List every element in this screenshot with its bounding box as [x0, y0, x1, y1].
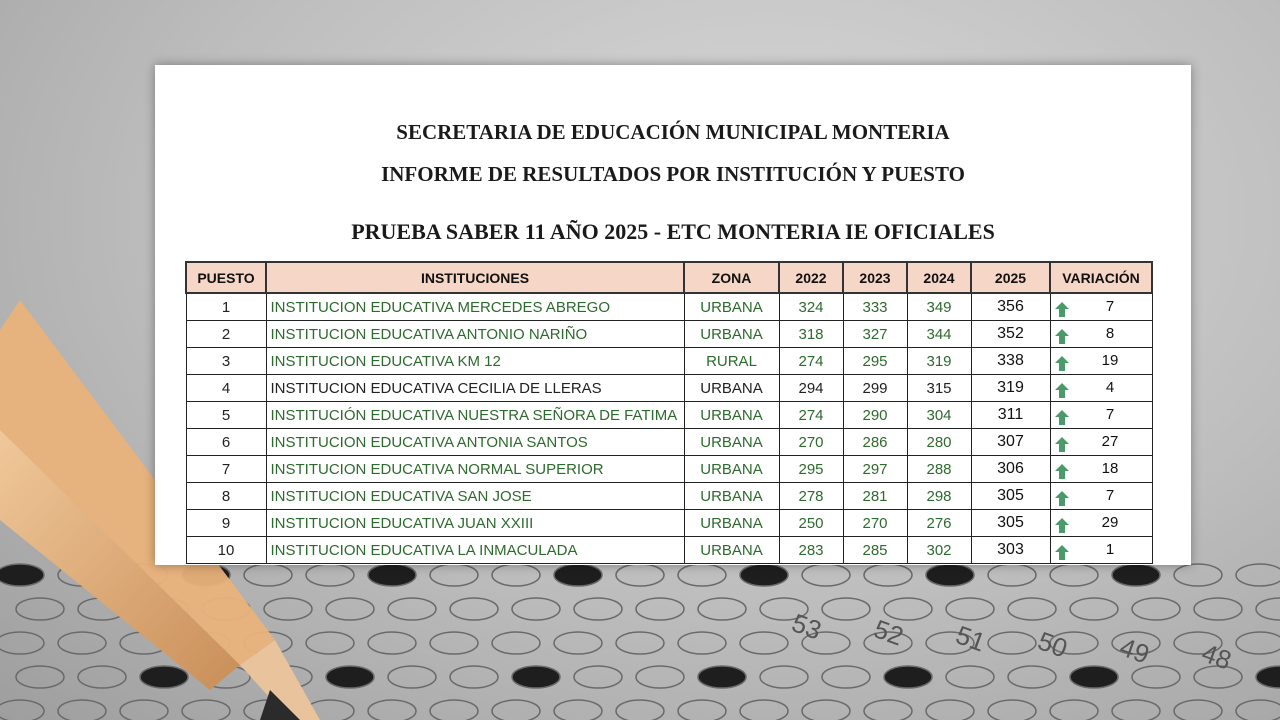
- zone-cell: URBANA: [684, 321, 779, 348]
- score-2022-cell: 324: [779, 293, 843, 321]
- score-2025-cell: 352: [971, 321, 1050, 348]
- up-arrow-icon: [1055, 545, 1069, 560]
- score-2025-cell: 306: [971, 456, 1050, 483]
- up-arrow-icon: [1055, 302, 1069, 317]
- puesto-cell: 10: [186, 537, 266, 564]
- table-row: [186, 348, 1152, 375]
- variation-value: 4: [1105, 378, 1115, 396]
- variation-value: 18: [1101, 459, 1119, 477]
- table-row: [186, 483, 1152, 510]
- score-2024-cell: 288: [907, 456, 971, 483]
- zone-cell: URBANA: [684, 483, 779, 510]
- score-2023-cell: 286: [843, 429, 907, 456]
- score-2023-cell: 270: [843, 510, 907, 537]
- score-2024-cell: 315: [907, 375, 971, 402]
- results-document: [155, 65, 1191, 565]
- variation-cell: [1050, 321, 1152, 348]
- puesto-cell: 2: [186, 321, 266, 348]
- document-title-secretaria: SECRETARIA DE EDUCACIÓN MUNICIPAL MONTERIA: [396, 120, 950, 144]
- institution-cell: INSTITUCION EDUCATIVA SAN JOSE: [266, 483, 684, 510]
- score-2025-cell: 305: [971, 510, 1050, 537]
- bubble-number: 52: [869, 613, 908, 652]
- score-2022-cell: 250: [779, 510, 843, 537]
- document-title-prueba: PRUEBA SABER 11 AÑO 2025 - ETC MONTERIA IE OFICIALES: [351, 219, 995, 244]
- table-row: [186, 402, 1152, 429]
- score-2022-cell: 283: [779, 537, 843, 564]
- column-header: VARIACIÓN: [1050, 262, 1152, 293]
- score-2025-cell: 305: [971, 483, 1050, 510]
- variation-value: 8: [1105, 324, 1115, 342]
- up-arrow-icon: [1055, 383, 1069, 398]
- institution-cell: INSTITUCION EDUCATIVA ANTONIA SANTOS: [266, 429, 684, 456]
- institution-cell: INSTITUCIÓN EDUCATIVA NUESTRA SEÑORA DE FATIMA: [266, 402, 684, 429]
- table-row: [186, 321, 1152, 348]
- bubble-number: 48: [1197, 637, 1236, 676]
- score-2022-cell: 295: [779, 456, 843, 483]
- variation-value: 7: [1105, 297, 1115, 315]
- table-row: [186, 429, 1152, 456]
- puesto-cell: 6: [186, 429, 266, 456]
- puesto-cell: 8: [186, 483, 266, 510]
- score-2022-cell: 318: [779, 321, 843, 348]
- score-2025-cell: 338: [971, 348, 1050, 375]
- column-header: PUESTO: [186, 262, 266, 293]
- score-2025-cell: 311: [971, 402, 1050, 429]
- variation-cell: [1050, 348, 1152, 375]
- puesto-cell: 3: [186, 348, 266, 375]
- score-2024-cell: 344: [907, 321, 971, 348]
- up-arrow-icon: [1055, 518, 1069, 533]
- zone-cell: URBANA: [684, 293, 779, 321]
- table-header-row: [186, 262, 1152, 293]
- score-2023-cell: 299: [843, 375, 907, 402]
- institution-cell: INSTITUCION EDUCATIVA JUAN XXIII: [266, 510, 684, 537]
- score-2025-cell: 319: [971, 375, 1050, 402]
- score-2023-cell: 281: [843, 483, 907, 510]
- institution-cell: INSTITUCION EDUCATIVA KM 12: [266, 348, 684, 375]
- zone-cell: URBANA: [684, 402, 779, 429]
- variation-cell: [1050, 483, 1152, 510]
- table-row: [186, 537, 1152, 564]
- up-arrow-icon: [1055, 329, 1069, 344]
- variation-cell: [1050, 375, 1152, 402]
- variation-cell: [1050, 402, 1152, 429]
- score-2022-cell: 278: [779, 483, 843, 510]
- variation-cell: [1050, 537, 1152, 564]
- up-arrow-icon: [1055, 464, 1069, 479]
- puesto-cell: 9: [186, 510, 266, 537]
- zone-cell: RURAL: [684, 348, 779, 375]
- score-2023-cell: 297: [843, 456, 907, 483]
- zone-cell: URBANA: [684, 429, 779, 456]
- score-2023-cell: 290: [843, 402, 907, 429]
- bubble-number: 51: [951, 619, 990, 658]
- results-table: [185, 261, 1153, 564]
- table-row: [186, 510, 1152, 537]
- score-2022-cell: 274: [779, 402, 843, 429]
- table-row: [186, 456, 1152, 483]
- score-2022-cell: 294: [779, 375, 843, 402]
- variation-value: 19: [1101, 351, 1119, 369]
- zone-cell: URBANA: [684, 375, 779, 402]
- column-header: ZONA: [684, 262, 779, 293]
- institution-cell: INSTITUCION EDUCATIVA MERCEDES ABREGO: [266, 293, 684, 321]
- variation-cell: [1050, 510, 1152, 537]
- up-arrow-icon: [1055, 437, 1069, 452]
- institution-cell: INSTITUCION EDUCATIVA LA INMACULADA: [266, 537, 684, 564]
- table-row: [186, 375, 1152, 402]
- variation-value: 27: [1101, 432, 1119, 450]
- variation-value: 29: [1101, 513, 1119, 531]
- puesto-cell: 1: [186, 293, 266, 321]
- bubble-number: 49: [1115, 631, 1154, 670]
- variation-cell: [1050, 293, 1152, 321]
- variation-cell: [1050, 429, 1152, 456]
- variation-cell: [1050, 456, 1152, 483]
- variation-value: 7: [1105, 405, 1115, 423]
- score-2023-cell: 333: [843, 293, 907, 321]
- column-header: 2022: [779, 262, 843, 293]
- zone-cell: URBANA: [684, 456, 779, 483]
- up-arrow-icon: [1055, 491, 1069, 506]
- score-2024-cell: 298: [907, 483, 971, 510]
- score-2024-cell: 319: [907, 348, 971, 375]
- score-2024-cell: 280: [907, 429, 971, 456]
- puesto-cell: 5: [186, 402, 266, 429]
- column-header: 2023: [843, 262, 907, 293]
- score-2025-cell: 307: [971, 429, 1050, 456]
- table-row: [186, 293, 1152, 321]
- score-2022-cell: 270: [779, 429, 843, 456]
- variation-value: 7: [1105, 486, 1115, 504]
- score-2023-cell: 285: [843, 537, 907, 564]
- document-title-informe: INFORME DE RESULTADOS POR INSTITUCIÓN Y PUESTO: [381, 162, 965, 186]
- zone-cell: URBANA: [684, 537, 779, 564]
- institution-cell: INSTITUCION EDUCATIVA NORMAL SUPERIOR: [266, 456, 684, 483]
- score-2024-cell: 276: [907, 510, 971, 537]
- score-2024-cell: 302: [907, 537, 971, 564]
- puesto-cell: 4: [186, 375, 266, 402]
- score-2025-cell: 303: [971, 537, 1050, 564]
- column-header: 2025: [971, 262, 1050, 293]
- up-arrow-icon: [1055, 356, 1069, 371]
- score-2025-cell: 356: [971, 293, 1050, 321]
- bubble-number: 50: [1033, 625, 1072, 664]
- institution-cell: INSTITUCION EDUCATIVA CECILIA DE LLERAS: [266, 375, 684, 402]
- zone-cell: URBANA: [684, 510, 779, 537]
- institution-cell: INSTITUCION EDUCATIVA ANTONIO NARIÑO: [266, 321, 684, 348]
- score-2024-cell: 304: [907, 402, 971, 429]
- column-header: 2024: [907, 262, 971, 293]
- puesto-cell: 7: [186, 456, 266, 483]
- up-arrow-icon: [1055, 410, 1069, 425]
- bubble-number: 53: [787, 607, 826, 646]
- score-2023-cell: 327: [843, 321, 907, 348]
- score-2024-cell: 349: [907, 293, 971, 321]
- column-header: INSTITUCIONES: [266, 262, 684, 293]
- variation-value: 1: [1105, 540, 1115, 558]
- score-2023-cell: 295: [843, 348, 907, 375]
- score-2022-cell: 274: [779, 348, 843, 375]
